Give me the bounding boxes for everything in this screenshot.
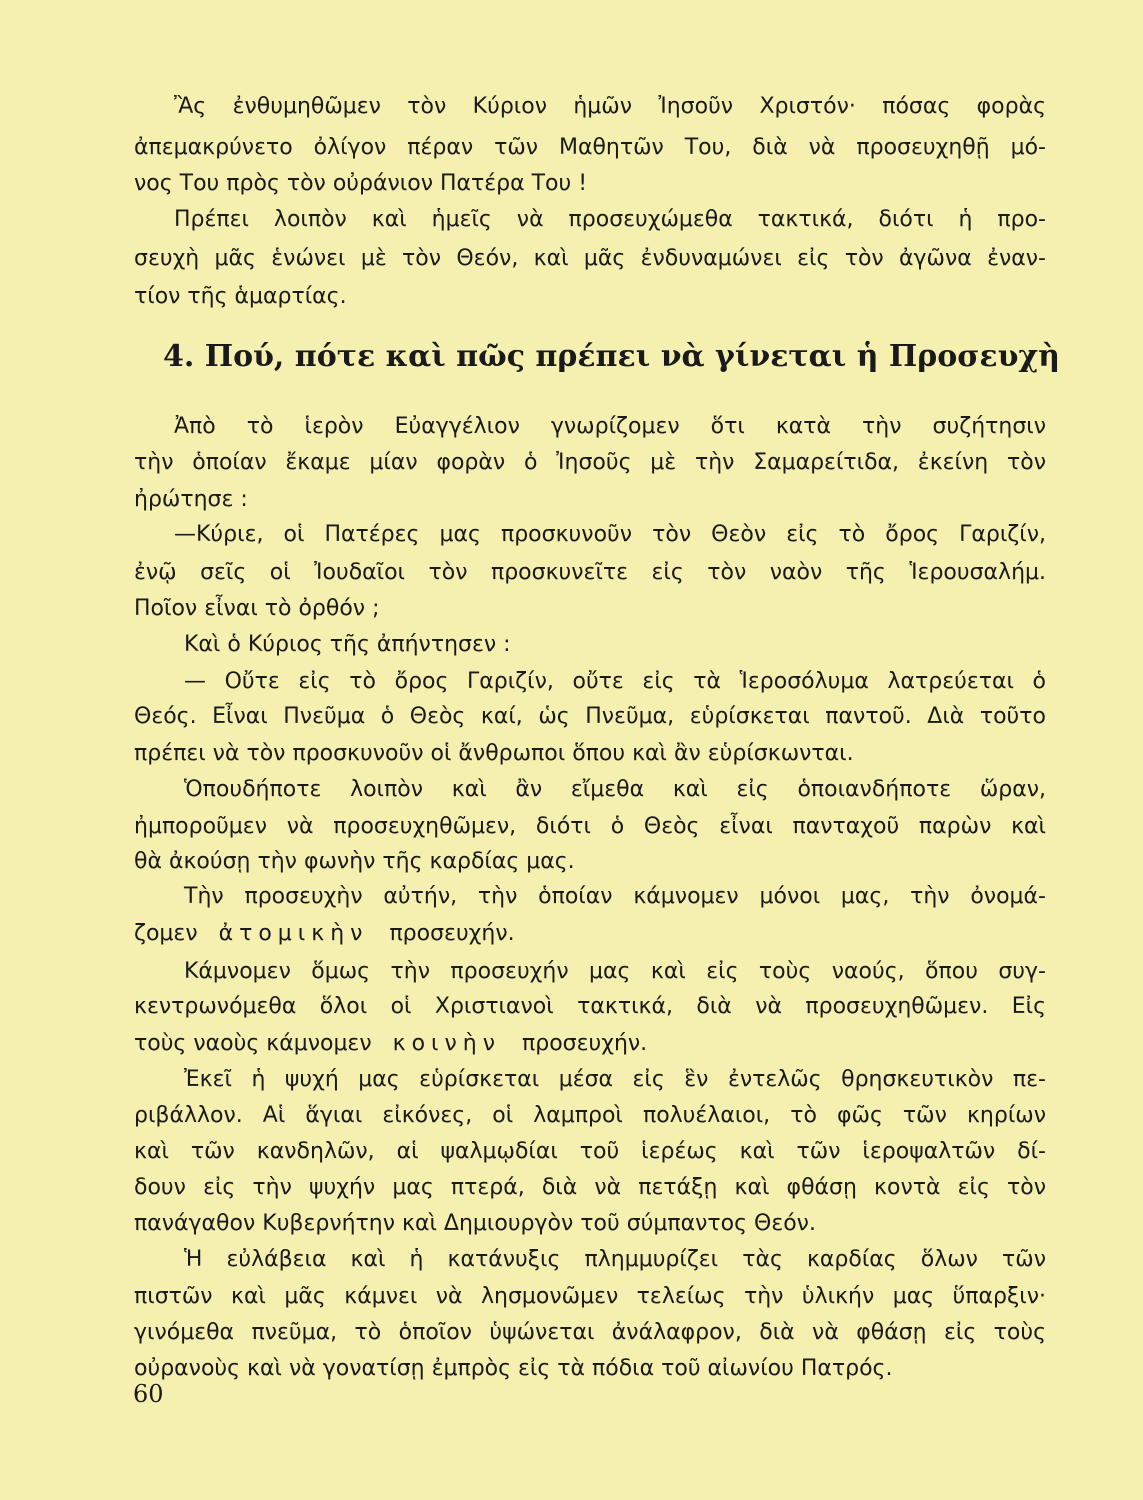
text-fragment: προσευχήν. [389, 921, 515, 946]
text-line: τὴν ὁποίαν ἔκαμε μίαν φορὰν ὁ Ἰησοῦς μὲ τὴν Σαμαρείτιδα, ἐκείνη τὸν [134, 450, 1046, 475]
text-line: πανάγαθον Κυβερνήτην καὶ Δημιουργὸν τοῦ σύμπαντος Θεόν. [134, 1211, 816, 1236]
text-line: γινόμεθα πνεῦμα, τὸ ὁποῖον ὑψώνεται ἀνάλαφρον, διὰ νὰ φθάσῃ εἰς τοὺς [134, 1320, 1046, 1345]
text-fragment: τοὺς ναοὺς κάμνομεν [134, 1031, 372, 1056]
text-line [134, 1027, 1046, 1061]
text-line: ριβάλλον. Αἱ ἅγιαι εἰκόνες, οἱ λαμπροὶ πολυέλαιοι, τὸ φῶς τῶν κηρίων [134, 1103, 1046, 1128]
text-line: Τὴν προσευχὴν αὐτήν, τὴν ὁποίαν κάμνομεν μόνοι μας, τὴν ὀνομά- [184, 884, 1046, 909]
text-fragment: προσευχήν. [522, 1031, 648, 1056]
section-heading: 4. Πού, πότε καὶ πῶς πρέπει νὰ γίνεται ἡ Προσευχὴ [163, 339, 1060, 374]
text-line: ἠμποροῦμεν νὰ προσευχηθῶμεν, διότι ὁ Θεὸς εἶναι πανταχοῦ παρὼν καὶ [134, 814, 1046, 839]
text-line: Ὁπουδήποτε λοιπὸν καὶ ἂν εἴμεθα καὶ εἰς ὁποιανδήποτε ὥραν, [184, 777, 1046, 802]
text-line: Ποῖον εἶναι τὸ ὀρθόν ; [134, 596, 380, 621]
text-line: ἐνῷ σεῖς οἱ Ἰουδαῖοι τὸν προσκυνεῖτε εἰς τὸν ναὸν τῆς Ἱερουσαλήμ. [134, 560, 1046, 585]
text-line: πιστῶν καὶ μᾶς κάμνει νὰ λησμονῶμεν τελείως τὴν ὑλικήν μας ὕπαρξιν· [134, 1284, 1046, 1309]
text-line: δουν εἰς τὴν ψυχήν μας πτερά, διὰ νὰ πετάξῃ καὶ φθάσῃ κοντὰ εἰς τὸν [134, 1175, 1046, 1200]
emphasized-term: ἀτομικὴν [218, 921, 369, 946]
text-line: κεντρωνόμεθα ὅλοι οἱ Χριστιανοὶ τακτικά, διὰ νὰ προσευχηθῶμεν. Εἰς [134, 994, 1046, 1019]
text-line: ἠρώτησε : [134, 487, 248, 512]
text-line: Καὶ ὁ Κύριος τῆς ἀπήντησεν : [184, 632, 511, 657]
text-line: νος Του πρὸς τὸν οὐράνιον Πατέρα Του ! [134, 171, 588, 196]
text-line [134, 917, 1046, 951]
text-line: Κάμνομεν ὅμως τὴν προσευχήν μας καὶ εἰς τοὺς ναούς, ὅπου συγ- [184, 959, 1046, 984]
text-line: Θεός. Εἶναι Πνεῦμα ὁ Θεὸς καί, ὡς Πνεῦμα, εὑρίσκεται παντοῦ. Διὰ τοῦτο [134, 704, 1046, 729]
emphasized-term: κοινὴν [392, 1031, 502, 1056]
text-line: τίον τῆς ἁμαρτίας. [134, 284, 347, 309]
text-line: σευχὴ μᾶς ἑνώνει μὲ τὸν Θεόν, καὶ μᾶς ἐνδυναμώνει εἰς τὸν ἀγῶνα ἐναν- [134, 246, 1046, 271]
text-fragment: ζομεν [134, 921, 198, 946]
text-line: Ἡ εὐλάβεια καὶ ἡ κατάνυξις πλημμυρίζει τὰς καρδίας ὅλων τῶν [184, 1247, 1046, 1272]
text-line: Πρέπει λοιπὸν καὶ ἡμεῖς νὰ προσευχώμεθα τακτικά, διότι ἡ προ- [174, 207, 1046, 232]
text-line: — Οὔτε εἰς τὸ ὄρος Γαριζίν, οὔτε εἰς τὰ Ἱεροσόλυμα λατρεύεται ὁ [184, 669, 1046, 694]
page-number: 60 [133, 1380, 164, 1408]
text-line: Ἂς ἐνθυμηθῶμεν τὸν Κύριον ἡμῶν Ἰησοῦν Χριστόν· πόσας φορὰς [174, 94, 1046, 119]
text-line: θὰ ἀκούσῃ τὴν φωνὴν τῆς καρδίας μας. [134, 849, 575, 874]
text-line: Ἀπὸ τὸ ἱερὸν Εὐαγγέλιον γνωρίζομεν ὅτι κατὰ τὴν συζήτησιν [174, 414, 1046, 439]
text-line: —Κύριε, οἱ Πατέρες μας προσκυνοῦν τὸν Θεὸν εἰς τὸ ὄρος Γαριζίν, [174, 522, 1046, 547]
text-line: οὐρανοὺς καὶ νὰ γονατίσῃ ἐμπρὸς εἰς τὰ πόδια τοῦ αἰωνίου Πατρός. [134, 1356, 893, 1381]
text-line: πρέπει νὰ τὸν προσκυνοῦν οἱ ἄνθρωποι ὅπου καὶ ἂν εὑρίσκωνται. [134, 741, 854, 766]
text-line: καὶ τῶν κανδηλῶν, αἱ ψαλμῳδίαι τοῦ ἱερέως καὶ τῶν ἱεροψαλτῶν δί- [134, 1139, 1046, 1164]
text-line: Ἐκεῖ ἡ ψυχή μας εὑρίσκεται μέσα εἰς ἓν ἐντελῶς θρησκευτικὸν πε- [184, 1067, 1046, 1092]
text-line: ἀπεμακρύνετο ὀλίγον πέραν τῶν Μαθητῶν Του, διὰ νὰ προσευχηθῇ μό- [134, 135, 1046, 160]
